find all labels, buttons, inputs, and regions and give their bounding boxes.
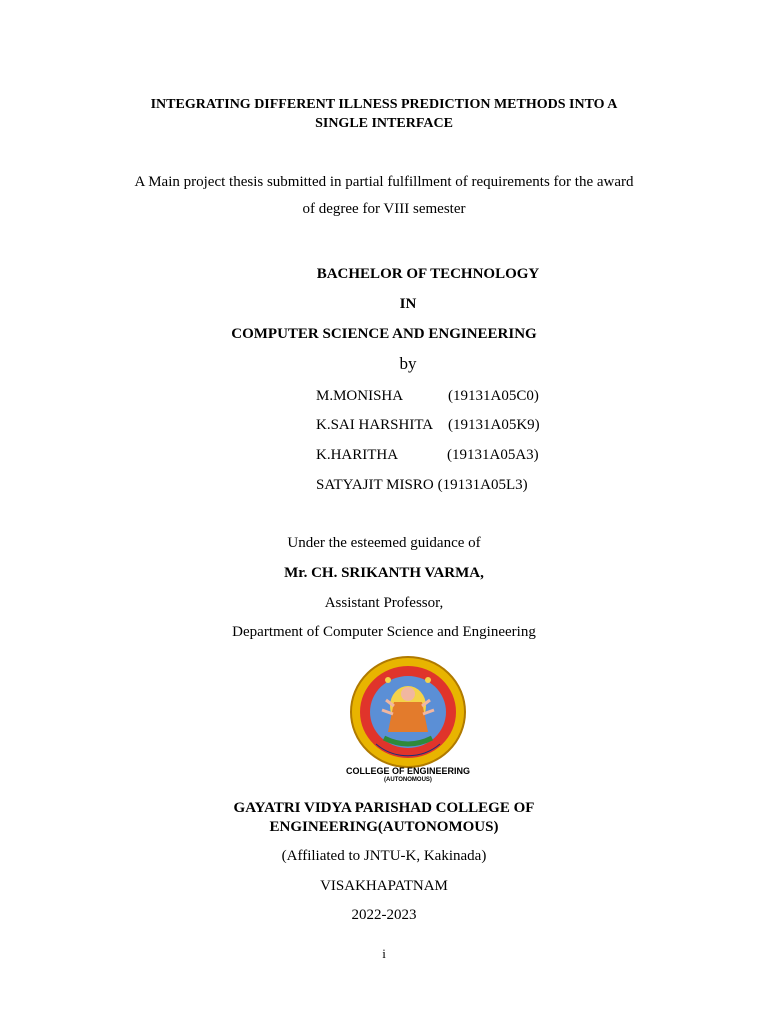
student-roll: (19131A05K9) (448, 417, 540, 433)
academic-year: 2022-2023 (351, 907, 417, 923)
student-row (316, 446, 539, 464)
guidance-intro: Under the esteemed guidance of (287, 535, 481, 551)
student-name: K.HARITHA (316, 447, 399, 463)
student-roll: (19131A05A3) (447, 447, 539, 463)
page-number: i (382, 946, 386, 961)
degree-name: BACHELOR OF TECHNOLOGY (316, 266, 540, 282)
degree-in: IN (399, 296, 417, 312)
student-name: SATYAJIT MISRO (316, 477, 434, 493)
thesis-title-line2: SINGLE INTERFACE (315, 116, 453, 131)
student-name: M.MONISHA (316, 388, 404, 404)
by-label: by (399, 354, 417, 373)
guide-designation: Assistant Professor, (324, 595, 444, 611)
student-row (316, 416, 540, 434)
logo-caption: COLLEGE OF ENGINEERING (345, 766, 470, 776)
student-row (316, 387, 539, 405)
college-name-line1: GAYATRI VIDYA PARISHAD COLLEGE OF (233, 800, 535, 816)
guide-department: Department of Computer Science and Engineering (232, 624, 536, 640)
student-name: K.SAI HARSHITA (316, 417, 434, 433)
degree-branch: COMPUTER SCIENCE AND ENGINEERING (231, 326, 537, 342)
student-roll: (19131A05C0) (448, 388, 539, 404)
logo-subcaption: (AUTONOMOUS) (384, 777, 432, 783)
subtitle-line2: of degree for VIII semester (302, 201, 466, 217)
student-row (316, 476, 528, 494)
college-name-line2: ENGINEERING(AUTONOMOUS) (269, 819, 499, 835)
thesis-title-line1: INTEGRATING DIFFERENT ILLNESS PREDICTION METHODS INTO A (150, 97, 618, 112)
subtitle-line1: A Main project thesis submitted in partial fulfillment of requirements for the award (134, 174, 634, 190)
college-emblem-icon (338, 654, 478, 784)
college-affiliation: (Affiliated to JNTU-K, Kakinada) (281, 848, 487, 864)
college-city: VISAKHAPATNAM (320, 878, 448, 894)
student-roll: (19131A05L3) (437, 477, 528, 493)
guide-name: Mr. CH. SRIKANTH VARMA, (284, 565, 484, 581)
